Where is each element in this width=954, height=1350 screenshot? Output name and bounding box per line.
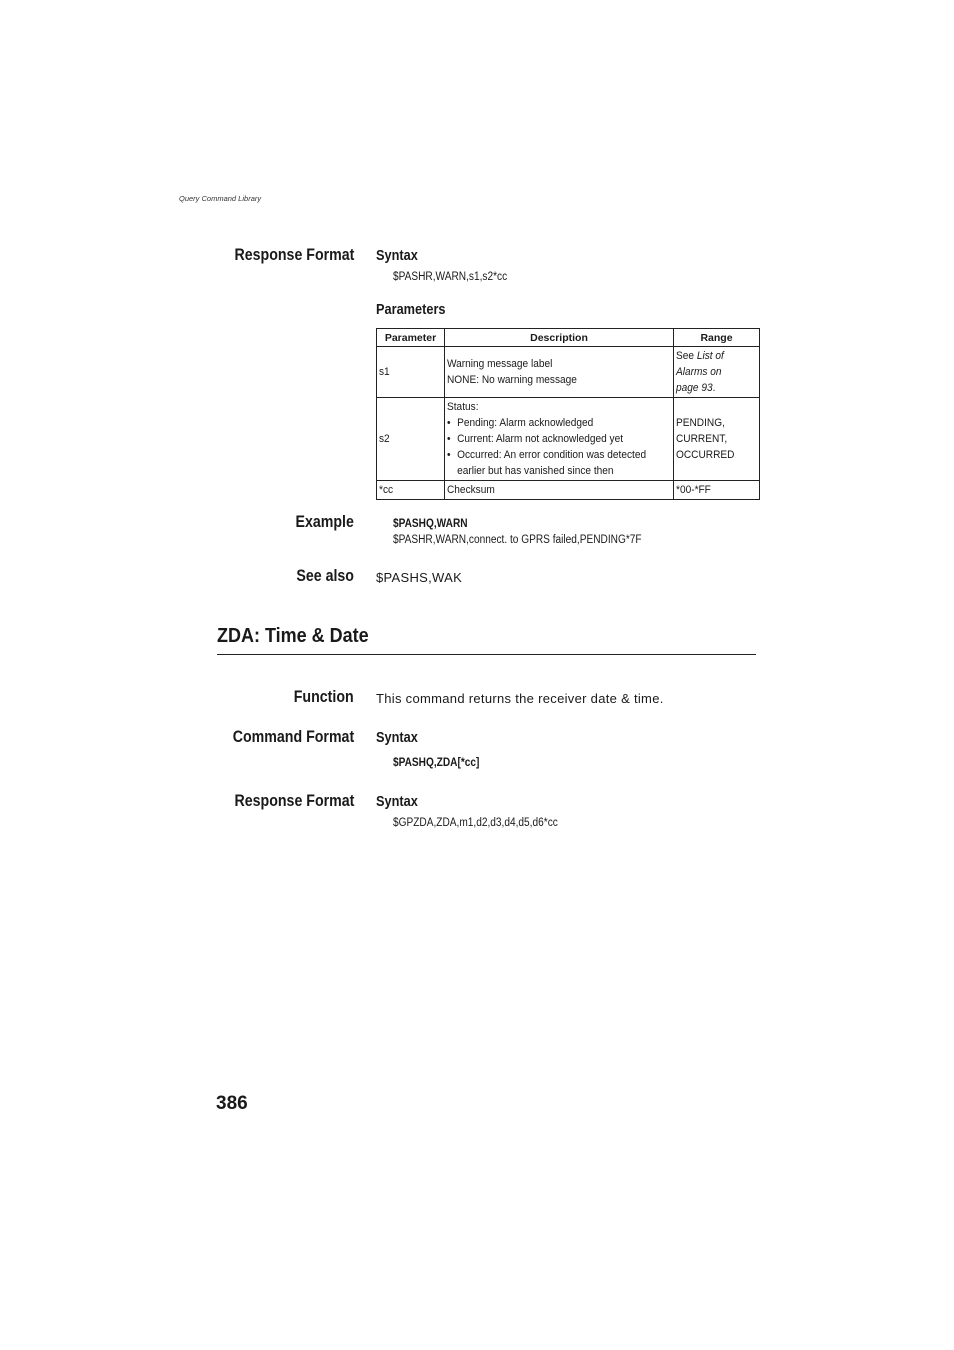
parameters-table bbox=[376, 328, 760, 500]
example-label: Example bbox=[295, 513, 354, 531]
example-response: $PASHR,WARN,connect. to GPRS failed,PENDING*7F bbox=[393, 534, 642, 546]
command-syntax-heading: Syntax bbox=[376, 730, 418, 746]
example-command: $PASHQ,WARN bbox=[393, 518, 468, 530]
param-cell: s2 bbox=[377, 398, 445, 481]
table-row bbox=[377, 398, 760, 481]
syntax-heading: Syntax bbox=[376, 248, 418, 264]
syntax-value: $PASHR,WARN,s1,s2*cc bbox=[393, 271, 508, 283]
see-also-label: See also bbox=[296, 567, 354, 585]
response-format-label: Response Format bbox=[234, 246, 354, 264]
command-syntax-value: $PASHQ,ZDA[*cc] bbox=[393, 757, 480, 769]
param-cell: *cc bbox=[377, 481, 445, 500]
column-header-description: Description bbox=[445, 329, 674, 347]
table-header-row bbox=[377, 329, 760, 347]
table-row bbox=[377, 481, 760, 500]
column-header-range: Range bbox=[674, 329, 760, 347]
command-format-label: Command Format bbox=[232, 728, 354, 746]
param-cell: s1 bbox=[377, 347, 445, 398]
range-cell: See List of Alarms on page 93. bbox=[674, 347, 760, 398]
section-title: ZDA: Time & Date bbox=[217, 625, 369, 647]
range-cell: *00-*FF bbox=[674, 481, 760, 500]
description-cell: Status: • Pending: Alarm acknowledged • Current: Alarm not acknowledged yet • Occurred: An error condition was detected earlier but has vanished since then bbox=[445, 398, 674, 481]
response-syntax-value: $GPZDA,ZDA,m1,d2,d3,d4,d5,d6*cc bbox=[393, 817, 558, 829]
description-cell: Warning message label NONE: No warning message bbox=[445, 347, 674, 398]
response-syntax-heading: Syntax bbox=[376, 794, 418, 810]
parameters-heading: Parameters bbox=[376, 302, 446, 318]
see-also-value: $PASHS,WAK bbox=[376, 570, 463, 585]
description-cell: Checksum bbox=[445, 481, 674, 500]
function-text: This command returns the receiver date & time. bbox=[376, 691, 664, 706]
table-row bbox=[377, 347, 760, 398]
running-header: Query Command Library bbox=[179, 194, 262, 203]
section-divider bbox=[217, 654, 756, 655]
function-label: Function bbox=[294, 688, 354, 706]
range-cell: PENDING, CURRENT, OCCURRED bbox=[674, 398, 760, 481]
response-format-label: Response Format bbox=[234, 792, 354, 810]
column-header-parameter: Parameter bbox=[377, 329, 445, 347]
page-number: 386 bbox=[216, 1093, 248, 1114]
